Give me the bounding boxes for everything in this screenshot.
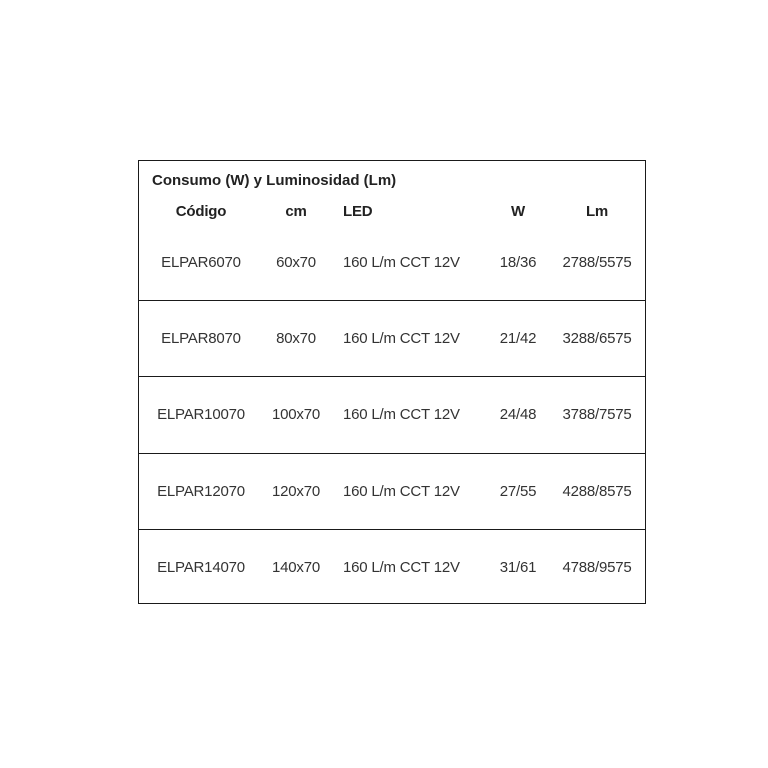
cell-lm: 2788/5575 <box>562 254 632 271</box>
header-led: LED <box>343 203 373 220</box>
cell-lm: 4288/8575 <box>562 483 632 500</box>
cell-lm: 3288/6575 <box>562 330 632 347</box>
cell-code: ELPAR10070 <box>157 406 245 423</box>
cell-w: 21/42 <box>499 330 537 347</box>
cell-code: ELPAR12070 <box>157 483 245 500</box>
header-lm: Lm <box>585 203 609 220</box>
table-row <box>139 226 645 302</box>
cell-led: 160 L/m CCT 12V <box>343 559 460 576</box>
table-row <box>139 531 645 607</box>
cell-lm: 3788/7575 <box>562 406 632 423</box>
cell-cm: 100x70 <box>271 406 321 423</box>
cell-cm: 140x70 <box>271 559 321 576</box>
cell-led: 160 L/m CCT 12V <box>343 406 460 423</box>
header-code: Código <box>175 203 227 220</box>
table-row <box>139 378 645 454</box>
row-divider <box>139 529 645 530</box>
table-title: Consumo (W) y Luminosidad (Lm) <box>152 172 397 189</box>
row-divider <box>139 376 645 377</box>
spec-table <box>138 160 646 604</box>
cell-code: ELPAR6070 <box>161 254 241 271</box>
cell-cm: 80x70 <box>276 330 316 347</box>
row-divider <box>139 300 645 301</box>
table-row <box>139 455 645 531</box>
header-w: W <box>511 203 525 220</box>
cell-code: ELPAR14070 <box>157 559 245 576</box>
cell-w: 18/36 <box>499 254 537 271</box>
header-cm: cm <box>285 203 307 220</box>
cell-cm: 120x70 <box>271 483 321 500</box>
cell-code: ELPAR8070 <box>161 330 241 347</box>
cell-cm: 60x70 <box>276 254 316 271</box>
cell-led: 160 L/m CCT 12V <box>343 330 460 347</box>
row-divider <box>139 453 645 454</box>
cell-w: 31/61 <box>499 559 537 576</box>
cell-w: 24/48 <box>499 406 537 423</box>
cell-lm: 4788/9575 <box>562 559 632 576</box>
table-row <box>139 302 645 378</box>
cell-w: 27/55 <box>499 483 537 500</box>
cell-led: 160 L/m CCT 12V <box>343 254 460 271</box>
cell-led: 160 L/m CCT 12V <box>343 483 460 500</box>
